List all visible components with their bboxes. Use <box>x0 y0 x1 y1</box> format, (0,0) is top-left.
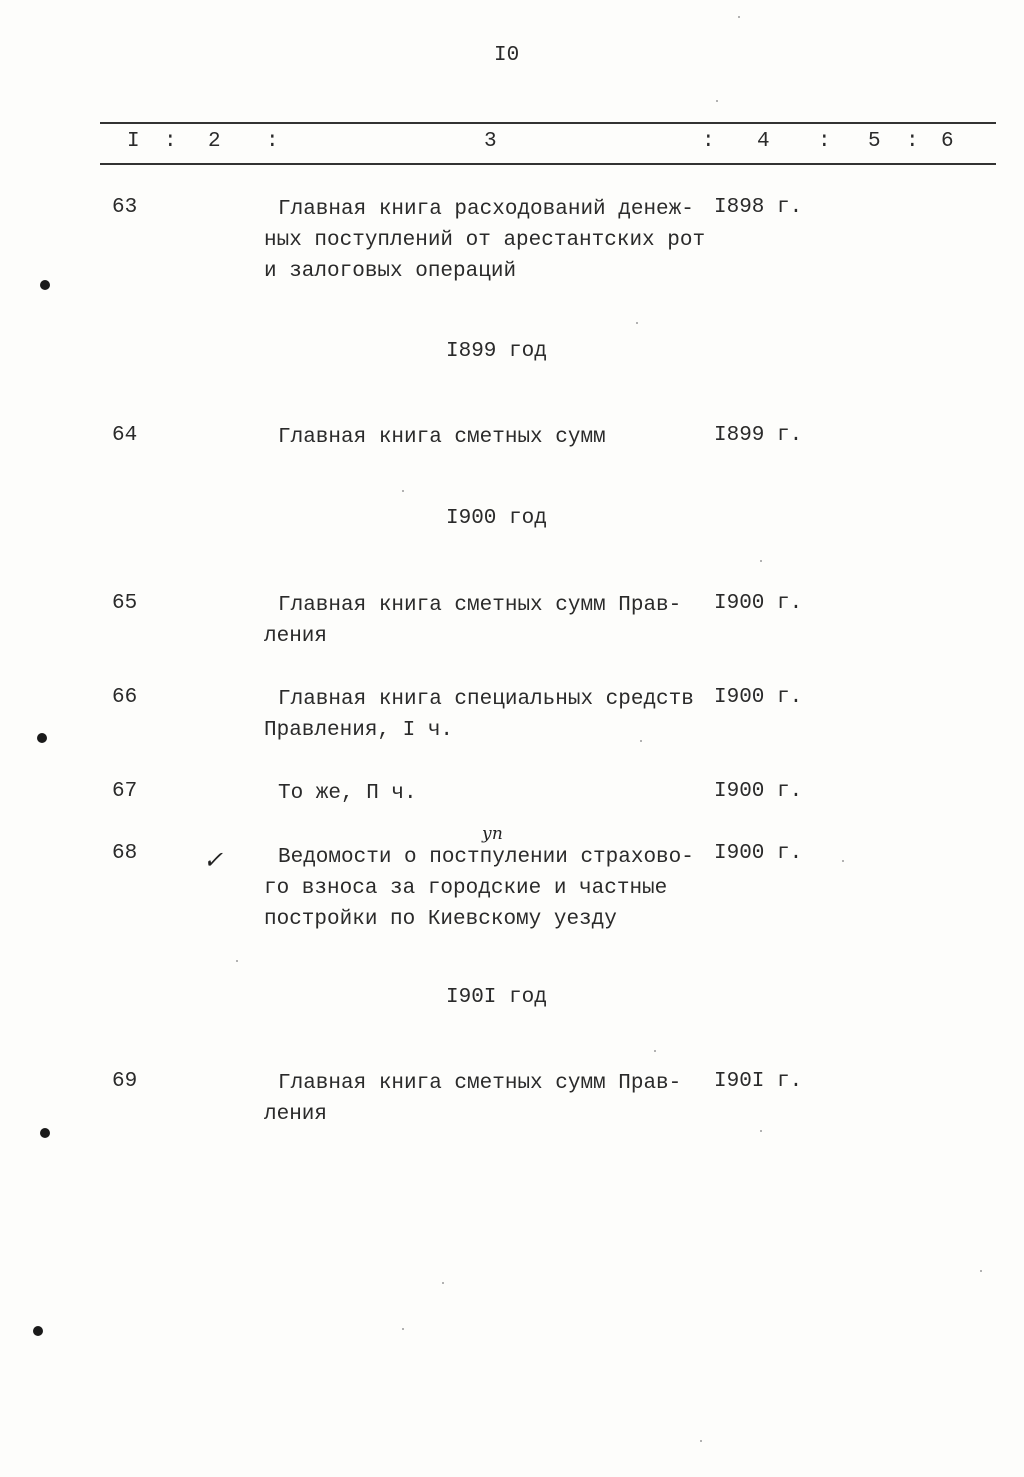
col-header-1: I <box>127 130 140 153</box>
paper-speck <box>760 1130 762 1132</box>
header-bottom-rule <box>100 163 996 165</box>
entry-description <box>264 778 417 809</box>
paper-speck <box>700 1440 702 1442</box>
description-line: ления <box>264 1103 328 1126</box>
handwritten-check-mark: ✓ <box>203 846 224 874</box>
entry-number: 66 <box>112 686 138 709</box>
year-heading: I90I год <box>446 986 547 1009</box>
entry-number: 69 <box>112 1070 138 1093</box>
entry-year: I90I г. <box>714 1070 803 1093</box>
description-line: То же, П ч. <box>278 782 417 805</box>
entry-number: 65 <box>112 592 138 615</box>
description-line: Главная книга сметных сумм <box>278 426 606 449</box>
binder-hole <box>33 1326 43 1336</box>
entry-description <box>264 422 606 453</box>
col-header-5: 5 <box>868 130 881 153</box>
col-separator: : <box>702 130 715 153</box>
paper-speck <box>716 100 718 102</box>
paper-speck <box>442 1282 444 1284</box>
entry-description <box>264 842 694 935</box>
description-line: Главная книга расходований денеж- <box>278 198 694 221</box>
entry-description <box>264 1068 681 1130</box>
entry-number: 63 <box>112 196 138 219</box>
description-line: Главная книга сметных сумм Прав- <box>278 594 682 617</box>
entry-number: 64 <box>112 424 138 447</box>
entry-year: I900 г. <box>714 686 803 709</box>
entry-year: I900 г. <box>714 592 803 615</box>
binder-hole <box>37 733 47 743</box>
paper-speck <box>640 740 642 742</box>
entry-year: I899 г. <box>714 424 803 447</box>
paper-speck <box>738 16 740 18</box>
col-header-4: 4 <box>757 130 770 153</box>
header-top-rule <box>100 122 996 124</box>
description-line: Ведомости о постпулении страхово- <box>278 846 694 869</box>
handwritten-correction: уп <box>482 824 503 844</box>
description-line: ных поступлений от арестантских рот <box>264 229 706 252</box>
description-line: Главная книга сметных сумм Прав- <box>278 1072 682 1095</box>
paper-speck <box>760 560 762 562</box>
paper-speck <box>402 490 404 492</box>
paper-speck <box>402 1328 404 1330</box>
entry-description <box>264 590 681 652</box>
year-heading: I899 год <box>446 340 547 363</box>
description-line: Правления, I ч. <box>264 719 454 742</box>
col-separator: : <box>266 130 279 153</box>
col-separator: : <box>164 130 177 153</box>
col-header-3: 3 <box>484 130 497 153</box>
description-line: постройки по Киевскому уезду <box>264 908 617 931</box>
paper-speck <box>654 1050 656 1052</box>
paper-speck <box>236 960 238 962</box>
entry-year: I900 г. <box>714 780 803 803</box>
col-header-2: 2 <box>208 130 221 153</box>
entry-year: I900 г. <box>714 842 803 865</box>
description-line: Главная книга специальных средств <box>278 688 694 711</box>
entry-description <box>264 684 694 746</box>
description-line: ления <box>264 625 328 648</box>
year-heading: I900 год <box>446 507 547 530</box>
col-separator: : <box>818 130 831 153</box>
description-line: го взноса за городские и частные <box>264 877 668 900</box>
binder-hole <box>40 280 50 290</box>
page-number: I0 <box>494 44 520 67</box>
col-separator: : <box>906 130 919 153</box>
col-header-6: 6 <box>941 130 954 153</box>
paper-speck <box>636 322 638 324</box>
paper-speck <box>842 860 844 862</box>
entry-description <box>264 194 705 287</box>
entry-number: 67 <box>112 780 138 803</box>
binder-hole <box>40 1128 50 1138</box>
entry-year: I898 г. <box>714 196 803 219</box>
paper-speck <box>980 1270 982 1272</box>
description-line: и залоговых операций <box>264 260 517 283</box>
entry-number: 68 <box>112 842 138 865</box>
